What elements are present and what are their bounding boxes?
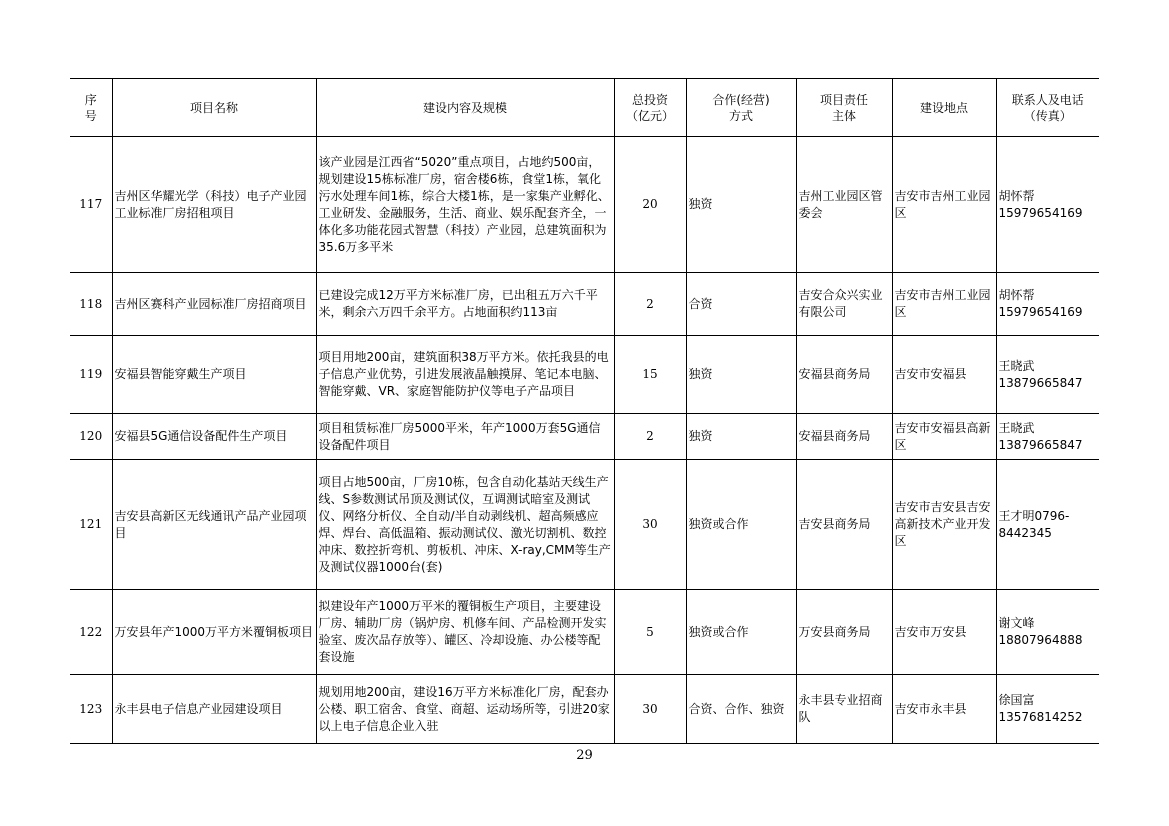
- row-name: 吉州区华耀光学（科技）电子产业园工业标准厂房招租项目: [112, 137, 316, 273]
- row-name: 安福县智能穿戴生产项目: [112, 336, 316, 414]
- row-no: 121: [70, 460, 112, 590]
- row-location: 吉安市永丰县: [892, 675, 996, 744]
- row-location: 吉安市吉州工业园区: [892, 273, 996, 336]
- row-location: 吉安市安福县高新区: [892, 414, 996, 460]
- page-number: 29: [576, 748, 593, 763]
- row-mode: 合资: [686, 273, 796, 336]
- row-no: 118: [70, 273, 112, 336]
- row-invest: 2: [614, 414, 686, 460]
- row-mode: 独资: [686, 336, 796, 414]
- row-name: 安福县5G通信设备配件生产项目: [112, 414, 316, 460]
- header-row: [70, 79, 1099, 137]
- table-row: [70, 273, 1099, 336]
- row-invest: 5: [614, 590, 686, 675]
- row-owner: 吉州工业园区管委会: [796, 137, 892, 273]
- table-row: [70, 590, 1099, 675]
- row-invest: 15: [614, 336, 686, 414]
- row-content: 项目租赁标准厂房5000平米，年产1000万套5G通信设备配件项目: [316, 414, 614, 460]
- table-row: [70, 460, 1099, 590]
- header-location: 建设地点: [892, 79, 996, 137]
- header-invest: 总投资（亿元）: [614, 79, 686, 137]
- row-owner: 吉安县商务局: [796, 460, 892, 590]
- row-location: 吉安市吉安县吉安高新技术产业开发区: [892, 460, 996, 590]
- header-name: 项目名称: [112, 79, 316, 137]
- row-location: 吉安市吉州工业园区: [892, 137, 996, 273]
- table-row: [70, 675, 1099, 744]
- header-owner: 项目责任主体: [796, 79, 892, 137]
- project-table: [70, 78, 1099, 744]
- row-owner: 安福县商务局: [796, 414, 892, 460]
- row-owner: 吉安合众兴实业有限公司: [796, 273, 892, 336]
- row-mode: 独资或合作: [686, 460, 796, 590]
- table-row: [70, 414, 1099, 460]
- row-contact: 王才明0796-8442345: [996, 460, 1099, 590]
- row-no: 117: [70, 137, 112, 273]
- row-contact: 王晓武 13879665847: [996, 336, 1099, 414]
- row-invest: 30: [614, 460, 686, 590]
- row-owner: 永丰县专业招商队: [796, 675, 892, 744]
- row-contact: 王晓武 13879665847: [996, 414, 1099, 460]
- header-mode: 合作(经营)方式: [686, 79, 796, 137]
- row-contact: 胡怀帮 15979654169: [996, 273, 1099, 336]
- row-location: 吉安市万安县: [892, 590, 996, 675]
- table-row: [70, 336, 1099, 414]
- row-invest: 20: [614, 137, 686, 273]
- row-owner: 安福县商务局: [796, 336, 892, 414]
- row-owner: 万安县商务局: [796, 590, 892, 675]
- row-name: 万安县年产1000万平方米覆铜板项目: [112, 590, 316, 675]
- table-row: [70, 137, 1099, 273]
- row-name: 永丰县电子信息产业园建设项目: [112, 675, 316, 744]
- row-mode: 独资或合作: [686, 590, 796, 675]
- row-invest: 30: [614, 675, 686, 744]
- row-contact: 徐国富 13576814252: [996, 675, 1099, 744]
- row-mode: 合资、合作、独资: [686, 675, 796, 744]
- row-mode: 独资: [686, 414, 796, 460]
- row-name: 吉州区赛科产业园标准厂房招商项目: [112, 273, 316, 336]
- row-contact: 谢文峰 18807964888: [996, 590, 1099, 675]
- row-contact: 胡怀帮 15979654169: [996, 137, 1099, 273]
- row-no: 120: [70, 414, 112, 460]
- row-content: 项目占地500亩，厂房10栋，包含自动化基站天线生产线、S参数测试吊顶及测试仪，互调测试暗室及测试仪、网络分析仪、全自动/半自动剥线机、超高频感应焊、焊台、高低温箱、振动测试仪、激光切割机、数控冲床、数控折弯机、剪板机、冲床、X-ray,CMM等生产及测试仪器1000台(套): [316, 460, 614, 590]
- row-content: 拟建设年产1000万平米的覆铜板生产项目，主要建设厂房、辅助厂房（锅炉房、机修车间、产品检测开发实验室、废次品存放等）、罐区、冷却设施、办公楼等配套设施: [316, 590, 614, 675]
- row-invest: 2: [614, 273, 686, 336]
- row-content: 规划用地200亩，建设16万平方米标准化厂房，配套办公楼、职工宿舍、食堂、商超、运动场所等，引进20家以上电子信息企业入驻: [316, 675, 614, 744]
- row-no: 119: [70, 336, 112, 414]
- row-content: 该产业园是江西省“5020”重点项目，占地约500亩，规划建设15栋标准厂房，宿舍楼6栋，食堂1栋，氧化污水处理车间1栋，综合大楼1栋，是一家集产业孵化、工业研发、金融服务，生活、商业、娱乐配套齐全，一体化多功能花园式智慧（科技）产业园，总建筑面积为35.6万多平米: [316, 137, 614, 273]
- row-location: 吉安市安福县: [892, 336, 996, 414]
- row-no: 122: [70, 590, 112, 675]
- row-name: 吉安县高新区无线通讯产品产业园项目: [112, 460, 316, 590]
- row-no: 123: [70, 675, 112, 744]
- header-content: 建设内容及规模: [316, 79, 614, 137]
- row-mode: 独资: [686, 137, 796, 273]
- row-content: 项目用地200亩，建筑面积38万平方米。依托我县的电子信息产业优势，引进发展液晶触摸屏、笔记本电脑、智能穿戴、VR、家庭智能防护仪等电子产品项目: [316, 336, 614, 414]
- header-contact: 联系人及电话（传真）: [996, 79, 1099, 137]
- row-content: 已建设完成12万平方米标准厂房，已出租五万六千平米，剩余六万四千余平方。占地面积约113亩: [316, 273, 614, 336]
- header-no: 序号: [70, 79, 112, 137]
